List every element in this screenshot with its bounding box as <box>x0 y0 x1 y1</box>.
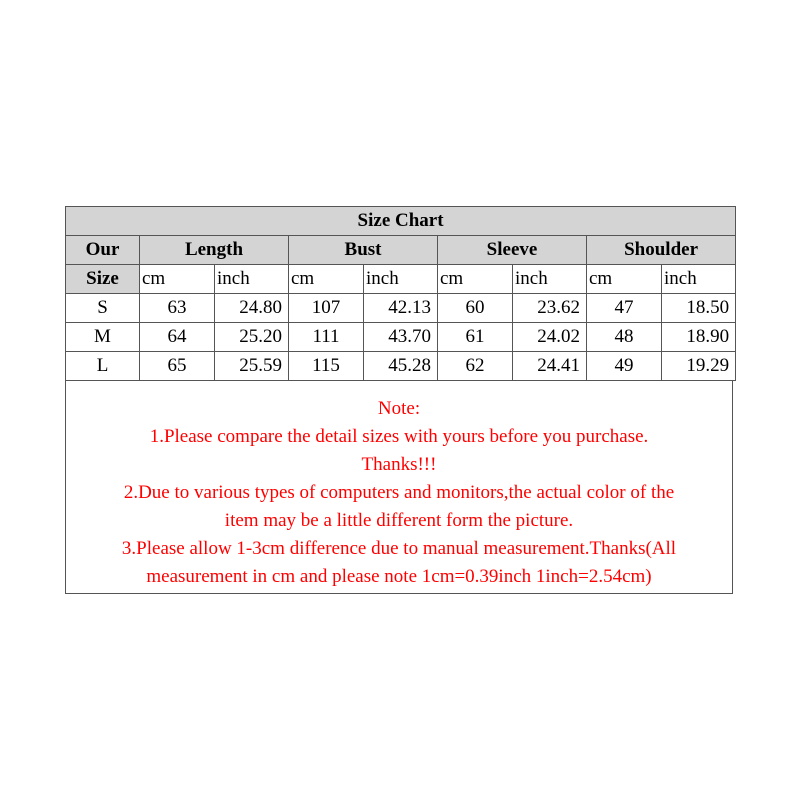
table-cell: 25.59 <box>215 352 289 381</box>
size-table <box>65 206 736 381</box>
size-header-bottom: Size <box>66 265 140 294</box>
note-heading: Note: <box>377 398 421 419</box>
group-header-bust: Bust <box>289 236 438 265</box>
unit-label: cm <box>438 265 513 294</box>
unit-header-row <box>66 265 736 294</box>
unit-label: cm <box>587 265 662 294</box>
table-cell: 25.20 <box>215 323 289 352</box>
table-cell: 65 <box>140 352 215 381</box>
unit-label: inch <box>513 265 587 294</box>
notes-box <box>65 381 733 594</box>
unit-label: inch <box>662 265 736 294</box>
table-cell: 23.62 <box>513 294 587 323</box>
group-header-row <box>66 236 736 265</box>
note-line: Thanks!!! <box>361 454 437 475</box>
size-chart <box>65 206 735 594</box>
group-header-sleeve: Sleeve <box>438 236 587 265</box>
table-cell: 24.80 <box>215 294 289 323</box>
note-line: 2.Due to various types of computers and monitors,the actual color of the <box>123 482 675 503</box>
note-line: 1.Please compare the detail sizes with yours before you purchase. <box>149 426 649 447</box>
table-cell: 107 <box>289 294 364 323</box>
table-cell: 48 <box>587 323 662 352</box>
table-row <box>66 323 736 352</box>
unit-label: cm <box>140 265 215 294</box>
note-line: item may be a little different form the picture. <box>224 510 574 531</box>
size-cell: L <box>66 352 140 381</box>
note-line: measurement in cm and please note 1cm=0.39inch 1inch=2.54cm) <box>146 566 652 587</box>
table-cell: 62 <box>438 352 513 381</box>
table-cell: 63 <box>140 294 215 323</box>
title-row <box>66 207 736 236</box>
table-cell: 64 <box>140 323 215 352</box>
group-header-length: Length <box>140 236 289 265</box>
size-cell: S <box>66 294 140 323</box>
unit-label: inch <box>364 265 438 294</box>
unit-label: inch <box>215 265 289 294</box>
table-cell: 18.50 <box>662 294 736 323</box>
table-cell: 49 <box>587 352 662 381</box>
table-cell: 18.90 <box>662 323 736 352</box>
table-cell: 24.41 <box>513 352 587 381</box>
note-line: 3.Please allow 1-3cm difference due to manual measurement.Thanks(All <box>121 538 677 559</box>
table-cell: 24.02 <box>513 323 587 352</box>
size-cell: M <box>66 323 140 352</box>
group-header-shoulder: Shoulder <box>587 236 736 265</box>
table-row <box>66 352 736 381</box>
table-cell: 43.70 <box>364 323 438 352</box>
table-cell: 60 <box>438 294 513 323</box>
chart-title: Size Chart <box>66 207 736 236</box>
table-row <box>66 294 736 323</box>
table-cell: 61 <box>438 323 513 352</box>
table-cell: 19.29 <box>662 352 736 381</box>
unit-label: cm <box>289 265 364 294</box>
table-cell: 45.28 <box>364 352 438 381</box>
table-cell: 47 <box>587 294 662 323</box>
table-cell: 115 <box>289 352 364 381</box>
size-header-top: Our <box>66 236 140 265</box>
table-cell: 111 <box>289 323 364 352</box>
table-cell: 42.13 <box>364 294 438 323</box>
